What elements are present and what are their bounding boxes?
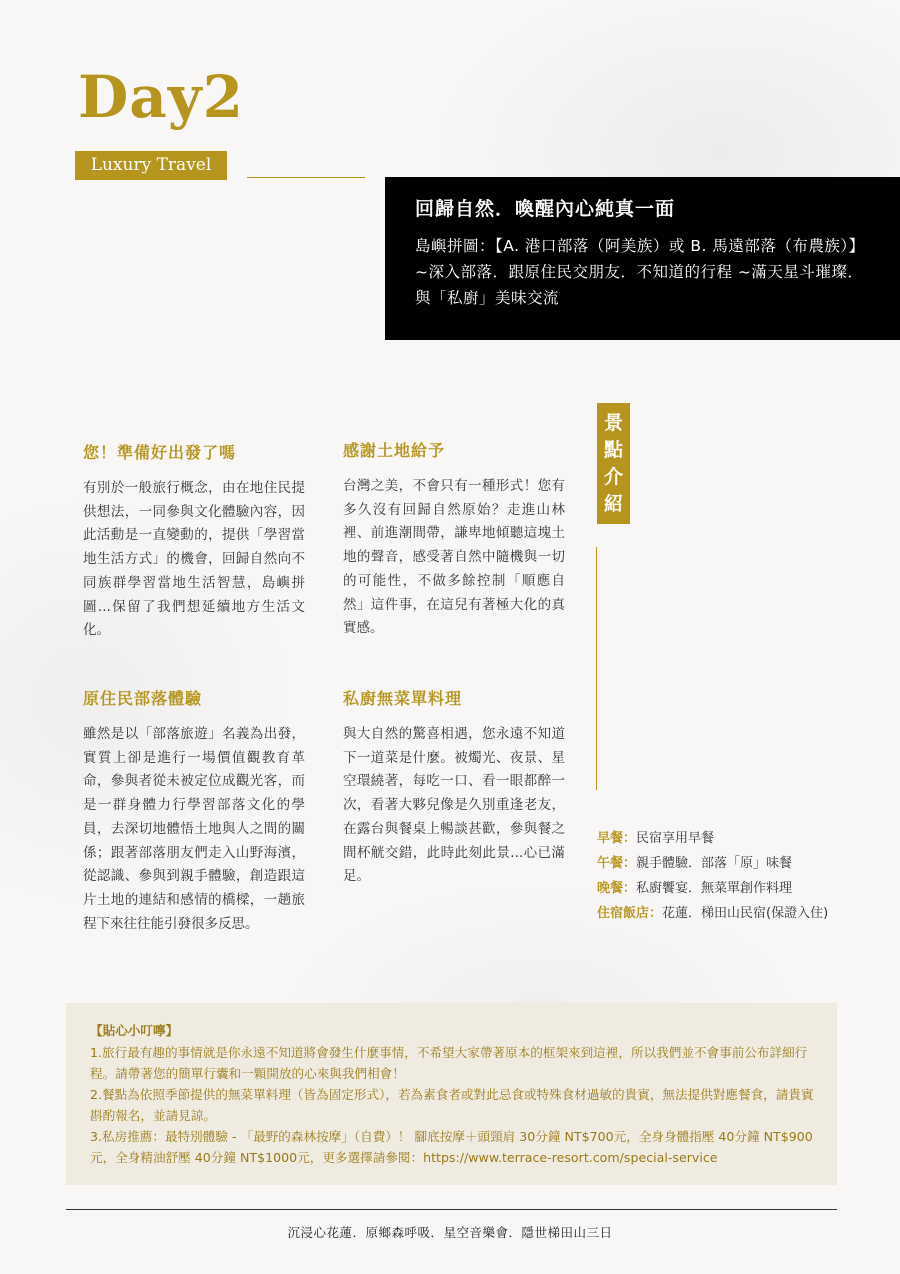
section-body: 與大自然的驚喜相遇，您永遠不知道下一道菜是什麼。被燭光、夜景、星空環繞著，每吃一口、看一眼都醉一次，看著大夥兒像是久別重逢老友，在露台與餐桌上暢談甚歡，參與餐之間杯觥交錯，此時此刻此景...心已滿足。 <box>343 726 565 885</box>
attractions-tag <box>597 403 630 524</box>
luxury-travel-badge: Luxury Travel <box>75 151 227 180</box>
intro-box <box>385 177 900 340</box>
divider-line <box>247 177 365 178</box>
meals-list <box>597 826 828 926</box>
meal-label: 午餐： <box>597 856 637 871</box>
footer-text: 沉浸心花蓮．原鄉森呼吸．星空音樂會．隱世梯田山三日 <box>287 1225 613 1240</box>
intro-title: 回歸自然．喚醒內心純真一面 <box>415 198 676 220</box>
tip-item: 3.私房推薦：最特別體驗 - 「最野的森林按摩」（自費）！ 腳底按摩＋頭頸肩 30分鐘 NT$700元，全身身體指壓 40分鐘 NT$900元，全身精油舒壓 40分鐘 NT$1000元，更多選擇請參閱：https://www.terrace-resort.com/special-service <box>90 1129 813 1165</box>
meal-label: 住宿飯店： <box>597 906 663 921</box>
day-title: Day2 <box>78 63 244 131</box>
tip-item: 1.旅行最有趣的事情就是你永遠不知道將會發生什麼事情，不希望大家帶著原本的框架來到這裡，所以我們並不會事前公布詳細行程。請帶著您的簡單行囊和一顆開放的心來與我們相會！ <box>90 1045 808 1081</box>
meal-lunch <box>597 851 828 876</box>
tag-char: 點 <box>603 438 623 461</box>
vertical-divider <box>596 547 597 790</box>
tag-char: 介 <box>603 465 623 488</box>
section-title: 私廚無菜單料理 <box>343 689 463 708</box>
meal-label: 早餐： <box>597 831 637 846</box>
intro-description: 島嶼拼圖：【A. 港口部落（阿美族）或 B. 馬遠部落（布農族）】~深入部落．跟原住民交朋友．不知道的行程 ~滿天星斗璀璨．與「私廚」美味交流 <box>415 237 865 307</box>
section-private-kitchen <box>343 686 565 889</box>
section-ready <box>83 440 305 643</box>
section-body: 有別於一般旅行概念，由在地住民提供想法，一同參與文化體驗內容，因此活動是一直變動的，提供「學習當地生活方式」的機會，回歸自然向不同族群學習當地生活智慧，島嶼拼圖...保留了我們想延續地方生活文化。 <box>83 480 305 639</box>
meal-value: 親手體驗．部落「原」味餐 <box>636 856 793 871</box>
section-body: 台灣之美，不會只有一種形式！您有多久沒有回歸自然原始？走進山林裡、前進潮間帶，謙卑地傾聽這塊土地的聲音，感受著自然中隨機與一切的可能性，不做多餘控制「順應自然」這件事，在這兒有著極大化的真實感。 <box>343 478 565 637</box>
meal-breakfast <box>597 826 828 851</box>
tag-char: 紹 <box>603 492 623 515</box>
tips-box <box>66 1003 837 1185</box>
section-land <box>343 438 565 641</box>
tips-title: 【貼心小叮嚀】 <box>90 1023 179 1038</box>
section-title: 原住民部落體驗 <box>83 689 203 708</box>
section-tribe <box>83 686 305 936</box>
tag-char: 景 <box>603 411 623 434</box>
meal-value: 花蓮．梯田山民宿(保證入住) <box>662 906 829 921</box>
section-title: 您！準備好出發了嗎 <box>83 443 237 462</box>
meal-label: 晚餐： <box>597 881 637 896</box>
meal-value: 私廚饗宴．無菜單創作料理 <box>636 881 793 896</box>
tip-item: 2.餐點為依照季節提供的無菜單料理（皆為固定形式），若為素食者或對此忌食或特殊食材過敏的貴賓，無法提供對應餐食，請貴賓斟酌報名，並請見諒。 <box>90 1087 814 1123</box>
meal-dinner <box>597 876 828 901</box>
meal-value: 民宿享用早餐 <box>636 831 715 846</box>
hotel <box>597 901 828 926</box>
footer-divider <box>66 1209 837 1210</box>
section-body: 雖然是以「部落旅遊」名義為出發，實質上卻是進行一場價值觀教育革命，參與者從未被定位成觀光客，而是一群身體力行學習部落文化的學員，去深切地體悟土地與人之間的關係；跟著部落朋友們走入山野海濱，從認識、參與到親手體驗，創造跟這片土地的連結和感情的橋樑，一趟旅程下來往往能引發很多反思。 <box>83 726 305 932</box>
section-title: 感謝土地給予 <box>343 441 446 460</box>
